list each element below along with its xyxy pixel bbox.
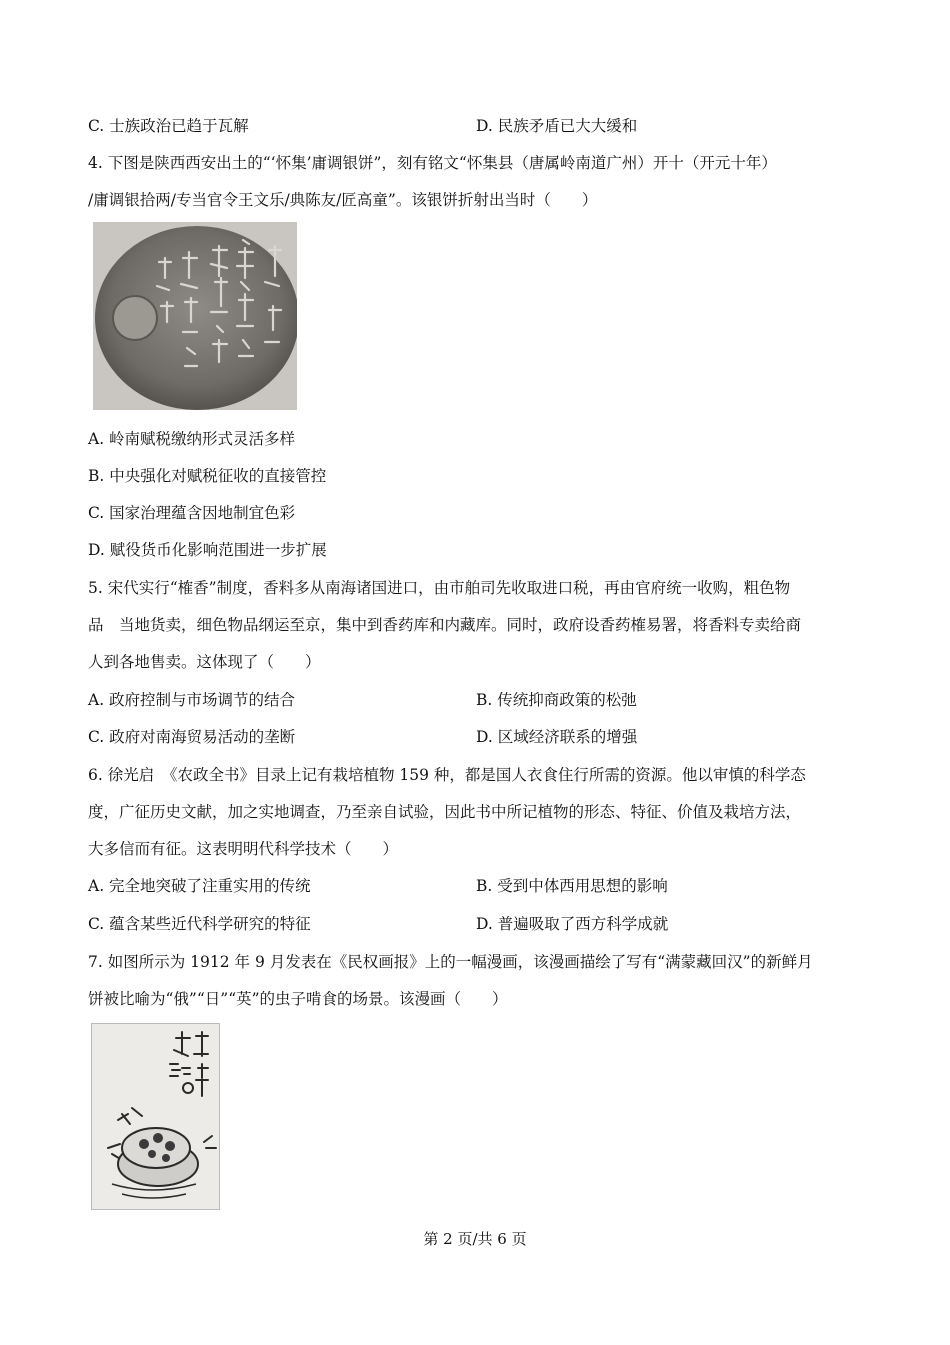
q4-stem-line2: /庸调银拾两/专当官令王文乐/典陈友/匠高童”。该银饼折射出当时（ ） <box>88 191 598 209</box>
q5-option-c: C. 政府对南海贸易活动的垄断 <box>88 728 296 746</box>
q6-option-a: A. 完全地突破了注重实用的传统 <box>88 877 311 895</box>
page-footer: 第 2 页/共 6 页 <box>423 1230 527 1248</box>
q6-stem-line2: 度，广征历史文献，加之实地调查，乃至亲自试验，因此书中所记植物的形态、特征、价值及栽培方法， <box>88 803 802 821</box>
q5-stem-line1: 5. 宋代实行“榷香”制度，香料多从南海诸国进口，由市舶司先收取进口税，再由官府统一收购，粗色物 <box>88 579 791 597</box>
q4-option-a: A. 岭南赋税缴纳形式灵活多样 <box>88 430 296 448</box>
q5-stem-line3: 人到各地售卖。这体现了（ ） <box>88 653 321 671</box>
q6-stem-line1: 6. 徐光启 《农政全书》目录上记有栽培植物 159 种，都是国人衣食住行所需的资源。他以审慎的科学态 <box>88 766 806 784</box>
q6-stem-line3: 大多信而有征。这表明明代科学技术（ ） <box>88 840 399 858</box>
q7-stem-line2: 饼被比喻为“俄”“日”“英”的虫子啃食的场景。该漫画（ ） <box>88 990 508 1008</box>
q6-option-b: B. 受到中体西用思想的影响 <box>476 877 668 895</box>
q7-stem-line1: 7. 如图所示为 1912 年 9 月发表在《民权画报》上的一幅漫画，该漫画描绘了写有“满蒙藏回汉”的新鲜月 <box>88 953 813 971</box>
q4-option-d: D. 赋役货币化影响范围进一步扩展 <box>88 541 327 559</box>
q4-option-b: B. 中央强化对赋税征收的直接管控 <box>88 467 327 485</box>
q3-option-d: D. 民族矛盾已大大缓和 <box>476 117 638 135</box>
q5-option-d: D. 区域经济联系的增强 <box>476 728 638 746</box>
q4-stem-line1: 4. 下图是陕西西安出土的“‘怀集’庸调银饼”，刻有铭文“怀集县（唐属岭南道广州）开十（开元十年） <box>88 154 777 172</box>
q5-option-a: A. 政府控制与市场调节的结合 <box>88 691 296 709</box>
q5-stem-line2: 品 当地货卖，细色物品纲运至京，集中到香药库和内藏库。同时，政府设香药榷易署，将香料专卖给商 <box>88 616 802 634</box>
q6-option-d: D. 普遍吸取了西方科学成就 <box>476 915 669 933</box>
q4-option-c: C. 国家治理蕴含因地制宜色彩 <box>88 504 296 522</box>
mooncake-cartoon-image <box>91 1023 220 1210</box>
q6-option-c: C. 蕴含某些近代科学研究的特征 <box>88 915 311 933</box>
q3-option-c: C. 士族政治已趋于瓦解 <box>88 117 249 135</box>
silver-cake-photo <box>93 222 297 410</box>
q5-option-b: B. 传统抑商政策的松弛 <box>476 691 637 709</box>
